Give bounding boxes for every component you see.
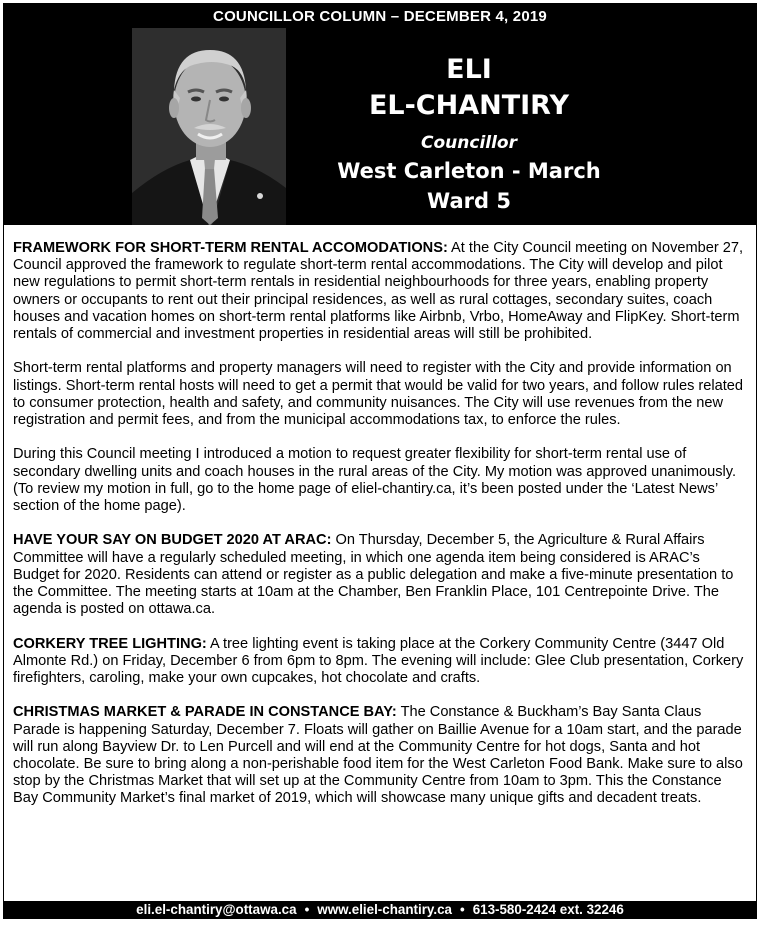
article-heading: FRAMEWORK FOR SHORT-TERM RENTAL ACCOMODATIONS:	[13, 240, 448, 256]
article-text: The Constance & Buckham’s Bay Santa Claus Parade is happening Saturday, December 7. Floats will gather on Baillie Avenue for a 10am start, and the parade will run along Bayview Dr. to Len Purcell and will end at the Community Centre for hot dogs, Santa and hot chocolate. Be sure to bring along a non-perishable food item for the West Carleton Food Bank. Make sure to also stop by the Christmas Market that will set up at the Community Centre from 10am to 3pm. This the Constance Bay Community Market’s final market of 2019, which will showcase many unique gifts and decadent treats.	[13, 704, 743, 807]
article-text: A tree lighting event is taking place at the Corkery Community Centre (3447 Old Almonte Rd.) on Friday, December 6 from 6pm to 8pm. The evening will include: Glee Club presentation, Corkery firefighters, caroling, make your own cupcakes, hot chocolate and crafts.	[13, 635, 744, 687]
article-text: Short-term rental platforms and property managers will need to register with the City and provide information on listings. Short-term rental hosts will need to get a permit that would be valid for two years, and follow rules related to consumer protection, health and safety, and community nuisances. The City will use revenues from the new registration and permit fees, and from the municipal accommodations tax, to enforce the rules.	[13, 360, 744, 429]
article-paragraph	[13, 240, 749, 343]
contact-phone: 613-580-2424 ext. 32246	[472, 902, 624, 917]
article-text: At the City Council meeting on November 27, Council approved the framework to regulate short-term rental accommodations. The City will develop and pilot new regulations to permit short-term rentals in residential neighbourhoods for three years, enabling property owners or occupants to rent out their principal residences, as well as rural cottages, secondary suites, coach houses and vacation homes on short-term rental platforms like Airbnb, Vrbo, HomeAway and FlipKey. Short-term rentals of commercial and investment properties in residential areas will still be prohibited.	[13, 240, 744, 343]
councillor-name-block	[304, 52, 634, 216]
footer-separator: •	[459, 902, 465, 917]
article-text: During this Council meeting I introduced a motion to request greater flexibility for short-term rental use of secondary dwelling units and coach houses in the rural areas of the City. My motion was approved unanimously. (To review my motion in full, go to the home page of eliel-chantiry.ca, it’s been posted under the ‘Latest News’ section of the home page).	[13, 446, 737, 515]
contact-email[interactable]: eli.el-chantiry@ottawa.ca	[136, 902, 297, 917]
councillor-portrait-image	[132, 28, 286, 225]
column-body	[13, 240, 749, 825]
councillor-column-page	[3, 3, 757, 919]
councillor-role: Councillor	[421, 133, 517, 153]
footer-separator: •	[304, 902, 310, 917]
article-heading: HAVE YOUR SAY ON BUDGET 2020 AT ARAC:	[13, 532, 332, 549]
article-paragraph	[13, 636, 749, 688]
article-heading: CHRISTMAS MARKET & PARADE IN CONSTANCE BAY:	[13, 704, 397, 721]
ward-number: Ward 5	[427, 189, 511, 213]
article-paragraph	[13, 360, 749, 429]
councillor-last-name: EL-CHANTIRY	[368, 90, 570, 121]
ward-name: West Carleton - March	[337, 159, 601, 183]
contact-website[interactable]: www.eliel-chantiry.ca	[317, 902, 452, 917]
article-paragraph	[13, 704, 749, 807]
councillor-photo	[132, 28, 286, 225]
article-heading: CORKERY TREE LIGHTING:	[13, 635, 207, 652]
article-paragraph	[13, 446, 749, 515]
contact-footer	[4, 901, 756, 918]
column-title: COUNCILLOR COLUMN – DECEMBER 4, 2019	[213, 8, 547, 25]
article-text: On Thursday, December 5, the Agriculture & Rural Affairs Committee will have a regularly scheduled meeting, in which one agenda item being considered is ARAC’s Budget for 2020. Residents can attend or register as a public delegation and make a five-minute presentation to the Committee. The meeting starts at 10am at the Chamber, Ben Franklin Place, 101 Centrepointe Drive. The agenda is posted on ottawa.ca.	[13, 532, 734, 618]
councillor-first-name: ELI	[446, 54, 492, 85]
article-paragraph	[13, 532, 749, 618]
column-header	[4, 4, 756, 225]
